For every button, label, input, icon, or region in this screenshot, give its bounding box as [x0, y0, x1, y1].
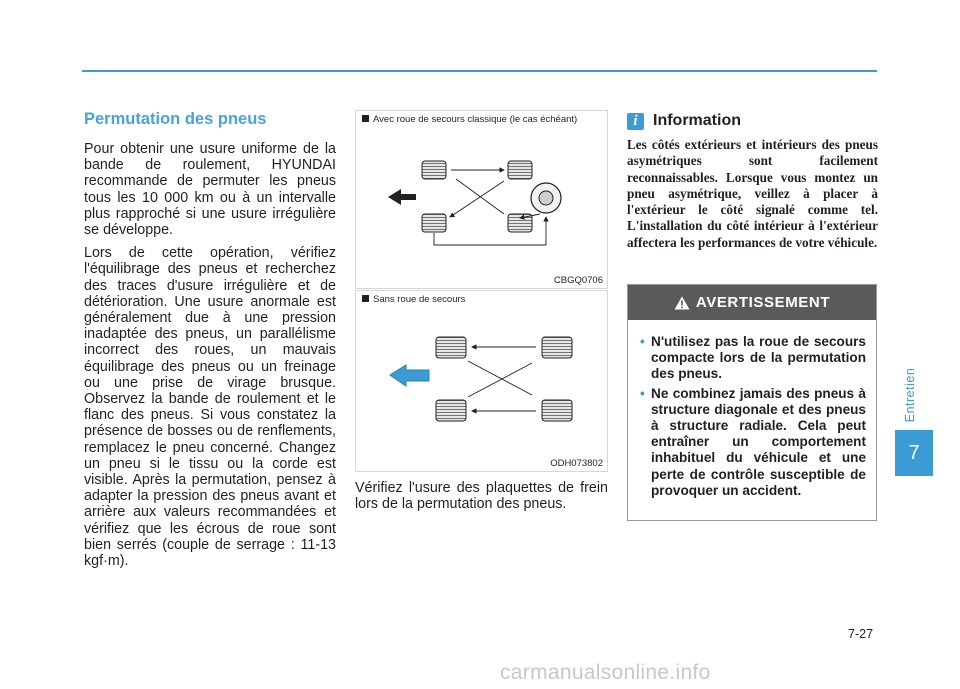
rotation-section — [84, 110, 336, 576]
info-icon: i — [627, 113, 644, 130]
tire-icon — [542, 400, 572, 421]
figure-code: CBGQ0706 — [553, 275, 603, 286]
tire-icon — [436, 400, 466, 421]
bullet-icon: • — [640, 385, 645, 401]
footer-watermark: carmanualsonline.info — [500, 661, 711, 684]
chapter-tab-label: Entretien — [903, 367, 917, 423]
page-number: 7-27 — [848, 627, 874, 641]
tire-icon — [436, 337, 466, 358]
warning-header — [628, 285, 876, 320]
warning-item: • Ne combinez jamais des pneus à structure diagonale et des pneus à structure radiale. Cela peut entraîner un comportement inhabituel du véhicule et une perte de contrôle susceptible de provoquer un accident. — [640, 385, 866, 498]
direction-arrow-icon — [388, 189, 416, 205]
rotation-diagram-without-spare — [356, 291, 609, 471]
warning-title: AVERTISSEMENT — [695, 294, 831, 311]
figure-caption: Sans roue de secours — [362, 294, 465, 305]
figure-code: ODH073802 — [550, 458, 603, 469]
warning-box — [627, 284, 877, 521]
warning-item: • N'utilisez pas la roue de secours compacte lors de la permutation des pneus. — [640, 334, 866, 382]
figure-without-spare — [355, 290, 608, 472]
spare-wheel-icon — [531, 183, 561, 213]
tire-icon — [422, 161, 446, 179]
tire-icon — [422, 214, 446, 232]
figure-with-spare — [355, 110, 608, 289]
information-block — [627, 112, 878, 251]
information-text: Les côtés extérieurs et intérieurs des pneus asymétriques sont facilement reconnaissables. Lorsque vous montez un pneu asymétrique, veillez à placer à l'extérieur le côté signalé comme tel. L'installation du côté intérieur à l'extérieur affectera les performances de votre véhicule. — [627, 137, 878, 250]
figure-caption: Avec roue de secours classique (le cas échéant) — [362, 114, 577, 125]
bullet-icon: • — [640, 334, 645, 349]
warning-list — [640, 334, 866, 499]
brake-pad-note: Vérifiez l'usure des plaquettes de frein lors de la permutation des pneus. — [355, 480, 608, 513]
top-rule — [82, 70, 877, 72]
section-title: Permutation des pneus — [84, 110, 267, 128]
chapter-number-tab: 7 — [895, 430, 933, 476]
warning-triangle-icon — [674, 296, 690, 310]
rotation-diagram-with-spare — [356, 111, 609, 288]
tire-icon — [508, 161, 532, 179]
paragraph-intro: Pour obtenir une usure uniforme de la bande de roulement, HYUNDAI recommande de permuter les pneus tous les 10 000 km ou à un intervalle plus rapproché si une usure irrégulière se développe. — [84, 141, 336, 239]
information-title: Information — [653, 112, 741, 129]
paragraph-inspection: Lors de cette opération, vérifiez l'équilibrage des pneus et recherchez des traces d'usure irrégulière et de détérioration. Une usure anormale est généralement due à une pression inadaptée des pneus, un parallélisme incorrect des roues, un mauvais équilibrage des pneus ou un freinage ou une prise de virage brusque. Observez la bande de roulement et le flanc des pneus. Si vous constatez la présence de bosses ou de renflements, remplacez le pneu concerné. Changez un pneu si le tissu ou la corde est visible. Après la permutation, pensez à adapter la pression des pneus avant et arrière aux valeurs recommandées et vérifiez que les écrous de roue sont bien serrés (couple de serrage : 11-13 kgf·m). — [84, 245, 336, 570]
tire-icon — [542, 337, 572, 358]
information-header — [627, 112, 878, 130]
direction-arrow-icon — [390, 365, 429, 386]
figures-column — [355, 110, 608, 527]
